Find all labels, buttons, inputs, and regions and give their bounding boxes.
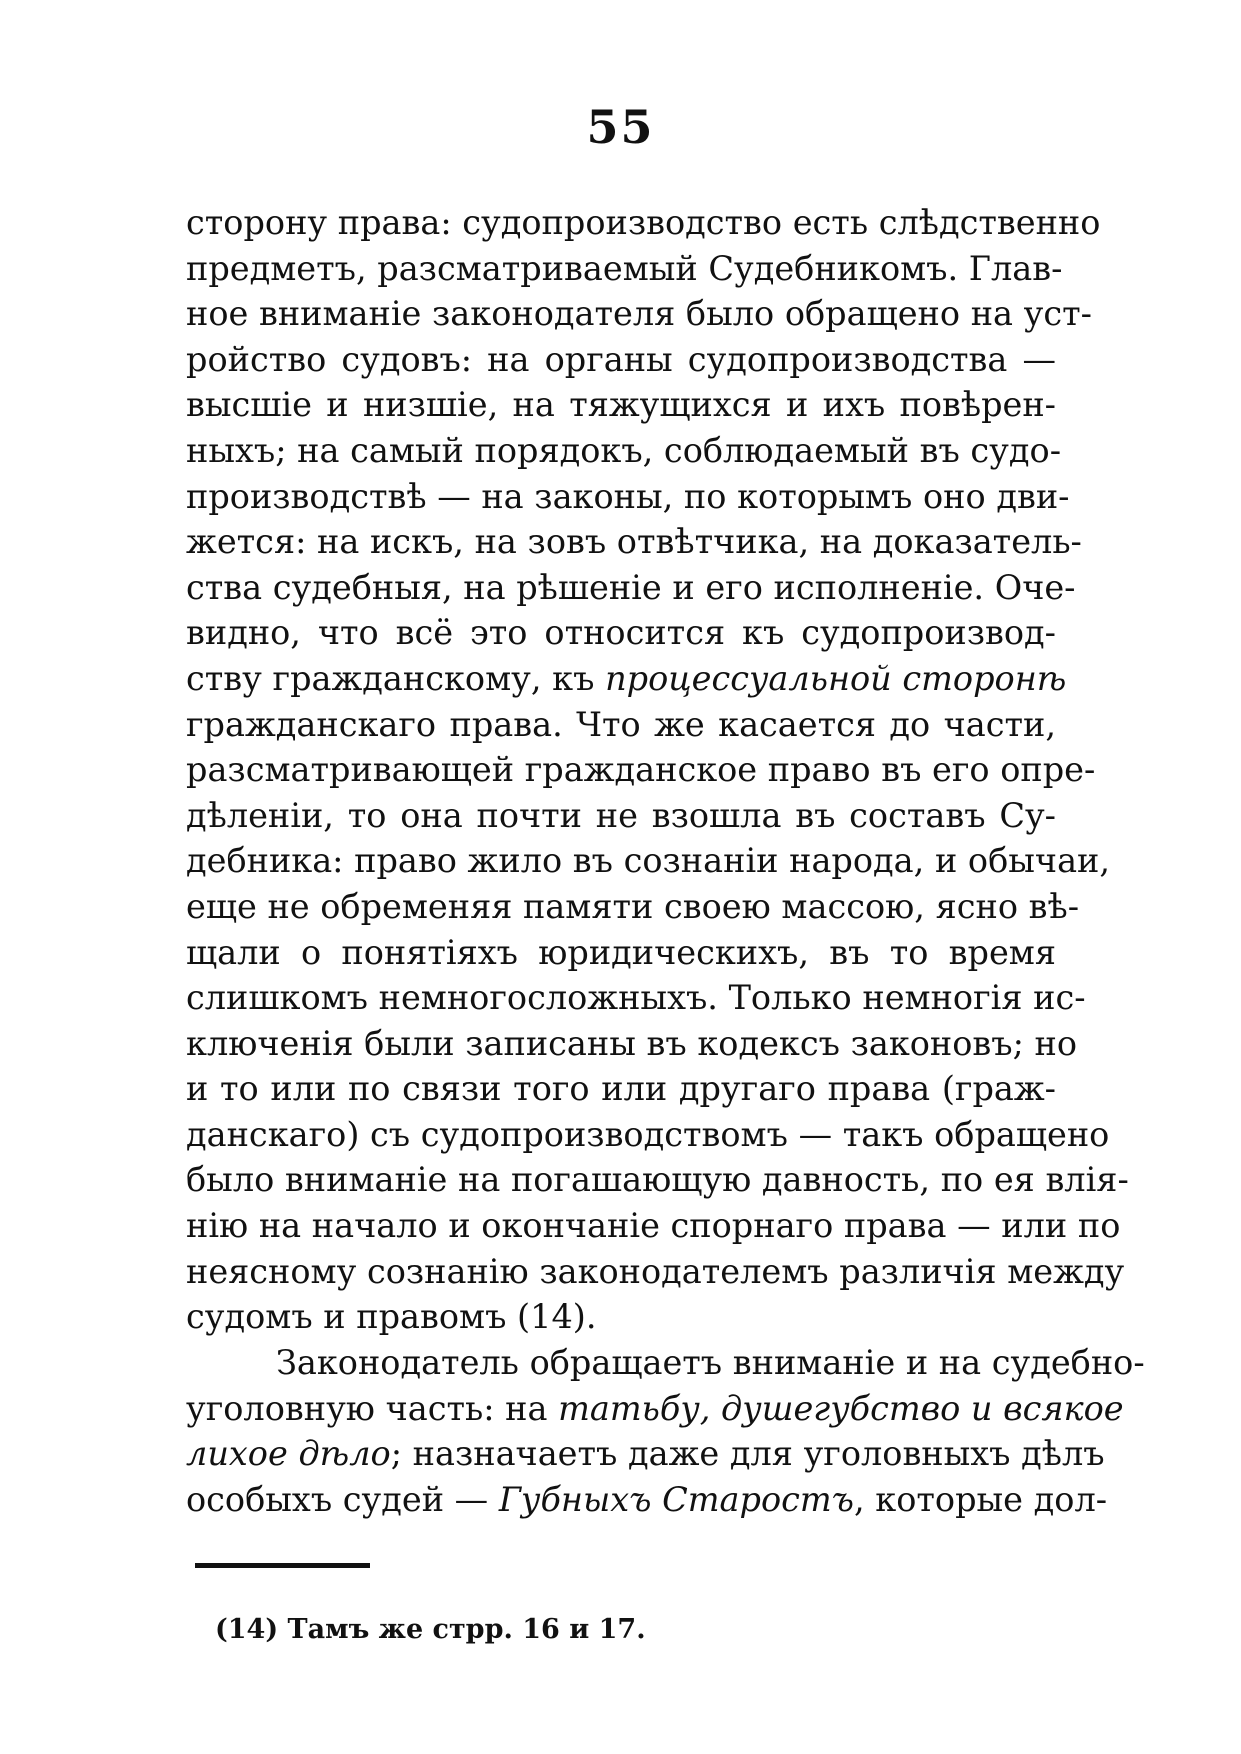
- footnote-divider: [195, 1563, 370, 1568]
- text-line: нію на начало и окончаніе спорнаго права — или по: [186, 1206, 1121, 1246]
- text-fragment: особыхъ судей —: [186, 1479, 499, 1519]
- italic-phrase: татьбу, душегубство и всякое: [558, 1388, 1124, 1428]
- text-line: было вниманіе на погашающую давность, по ея влія-: [186, 1160, 1129, 1200]
- italic-phrase: лихое дѣло: [186, 1434, 391, 1474]
- text-line: щали о понятіяхъ юридическихъ, въ то время: [186, 932, 1056, 972]
- text-line: жется: на искъ, на зовъ отвѣтчика, на доказатель-: [186, 522, 1082, 562]
- text-line: ключенія были записаны въ кодексъ законовъ; но: [186, 1023, 1078, 1063]
- text-line: еще не обременяя памяти своею массою, ясно вѣ-: [186, 886, 1080, 926]
- text-fragment: , которые дол-: [853, 1479, 1108, 1519]
- text-line: [186, 1477, 1108, 1523]
- text-line: [186, 1431, 1105, 1477]
- text-line: предметъ, разсматриваемый Судебникомъ. Глав-: [186, 248, 1063, 288]
- page-number: 55: [586, 100, 655, 154]
- footnote: (14) Тамъ же стрр. 16 и 17.: [215, 1614, 646, 1645]
- text-fragment: ; назначаетъ даже для уголовныхъ дѣлъ: [390, 1434, 1105, 1474]
- text-line: разсматривающей гражданское право въ его опре-: [186, 750, 1096, 790]
- paragraph-1: [186, 200, 1129, 1340]
- text-line: неясному сознанію законодателемъ различія между: [186, 1251, 1125, 1291]
- text-line: слишкомъ немногосложныхъ. Только немногія ис-: [186, 978, 1086, 1018]
- text-line: судомъ и правомъ (14).: [186, 1297, 597, 1337]
- text-line: и то или по связи того или другаго права (граж-: [186, 1069, 1056, 1109]
- text-line: высшіе и низшіе, на тяжущихся и ихъ повѣрен-: [186, 385, 1056, 425]
- text-line: гражданскаго права. Что же касается до части,: [186, 704, 1056, 744]
- text-fragment: уголовную часть: на: [186, 1388, 559, 1428]
- text-fragment: ству гражданскому, къ: [186, 658, 606, 698]
- paragraph-2: [186, 1340, 1145, 1522]
- text-line: дебника: право жило въ сознаніи народа, и обычаи,: [186, 841, 1111, 881]
- text-line: ное вниманіе законодателя было обращено на уст-: [186, 294, 1092, 334]
- text-line: ройство судовъ: на органы судопроизводства —: [186, 339, 1056, 379]
- text-line: дѣленіи, то она почти не взошла въ составъ Су-: [186, 795, 1056, 835]
- text-line: данскаго) съ судопроизводствомъ — такъ обращено: [186, 1114, 1110, 1154]
- text-line: производствѣ — на законы, по которымъ оно дви-: [186, 476, 1070, 516]
- text-line: Законодатель обращаетъ вниманіе и на судебно-: [276, 1343, 1145, 1382]
- italic-phrase: процессуальной сторонѣ: [605, 658, 1067, 698]
- text-line: [186, 656, 1067, 702]
- text-line: [186, 1386, 1124, 1432]
- italic-phrase: Губныхъ Старостъ: [498, 1479, 854, 1519]
- text-line: ныхъ; на самый порядокъ, соблюдаемый въ судо-: [186, 430, 1062, 470]
- text-line: сторону права: судопроизводство есть слѣдственно: [186, 203, 1101, 242]
- text-line: ства судебныя, на рѣшеніе и его исполненіе. Оче-: [186, 567, 1076, 607]
- text-line: видно, что всё это относится къ судопроизвод-: [186, 613, 1056, 653]
